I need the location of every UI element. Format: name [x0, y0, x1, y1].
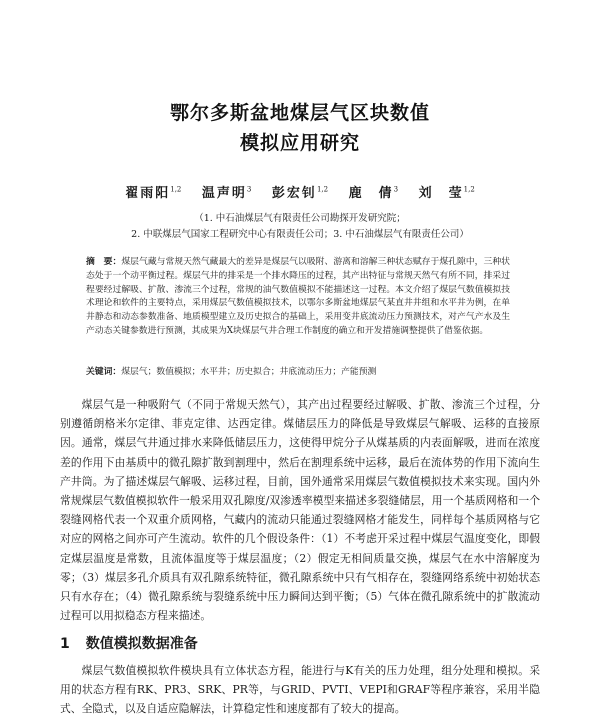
author-affil-sup: 3 [393, 185, 399, 194]
section1-paragraph: 煤层气数值模拟软件模块具有立体状态方程，能进行与K有关的压力处理，组分处理和模拟。采用的状态方程有RK、PR3、SRK、PR等，与GRID、PVTI、VEPI和GRAF等程序兼容，采用半隐式、全隐式，以及自适应隐解法，计算稳定性和速度都有了较大的提高。 [60, 664, 540, 715]
section-title: 数值模拟数据准备 [85, 636, 198, 652]
abstract-text: 煤层气藏与常规天然气藏最大的差异是煤层气以吸附、游离和溶解三种状态赋存于煤孔隙中，三种状态处于一个动平衡过程。煤层气井的排采是一个排水降压的过程，其产出特征与常规天然气有所不同，排采过程要经过解吸、扩散、渗流三个过程，常规的油气数值模拟不能描述这一过程。本文介绍了煤层气数值模拟技术理论和软件的主要特点，采用煤层气数值模拟技术，以鄂尔多斯盆地煤层气某直井井组和水平井为例，在单井静态和动态参数准备、地质模型建立及历史拟合的基础上，采用变井底流动压力预测技术，对产气产水及生产动态关键参数进行预测，其成果为X块煤层气井合理工作制度的确立和开发措施调整提供了借鉴依据。 [86, 257, 510, 336]
author-name: 温声明 [201, 186, 247, 201]
paper-title-line2: 模拟应用研究 [239, 132, 360, 154]
author-affil-sup: 1,2 [463, 185, 475, 194]
author-1 [125, 186, 181, 201]
author-affil-sup: 3 [246, 185, 252, 194]
keywords-text: 煤层气；数值模拟；水平井；历史拟合；井底流动压力；产能预测 [121, 367, 377, 377]
paper-title-line1: 鄂尔多斯盆地煤层气区块数值 [169, 102, 430, 124]
intro-paragraph: 煤层气是一种吸附气（不同于常规天然气），其产出过程要经过解吸、扩散、渗流三个过程，分别遵循朗格米尔定律、菲克定律、达西定律。煤储层压力的降低是导致煤层气解吸、运移的直接原因。通常，煤层气井通过排水来降低储层压力，这使得甲烷分子从煤基质的内表面解吸，进而在浓度差的作用下由基质中的微孔隙扩散到割理中，然后在割理系统中运移，最后在流体势的作用下流向生产井筒。为了描述煤层气解吸、运移过程，目前，国外通常采用煤层气数值模拟技术来实现。国内外常规煤层气数值模拟软件一般采用双孔隙度/双渗透率模型来描述多裂缝储层，用一个基质网格和一个裂缝网格代表一个双重介质网格，气藏内的流动只能通过裂缝网格才能发生，同样每个基质网格与它对应的网格之间亦可产生流动。软件的几个假设条件：（1）不考虑开采过程中煤层气温度变化，即假定煤层温度是常数，且流体温度等于煤层温度；（2）假定无相间质量交换，煤层气在水中溶解度为零；（3）煤层多孔介质具有双孔隙系统特征，微孔隙系统中只有气相存在，裂缝网络系统中初始状态只有水存在；（4）微孔隙系统与裂缝系统中压力瞬间达到平衡；（5）气体在微孔隙系统中的扩散流动过程可以用拟稳态方程来描述。 [60, 398, 540, 623]
abstract-label: 摘 要： [86, 257, 122, 267]
author-name: 翟雨阳 [125, 186, 171, 201]
section-heading [60, 633, 540, 653]
abstract [86, 256, 510, 339]
section-number: 1 [60, 636, 70, 652]
author-name: 刘 莹 [418, 186, 464, 201]
author-2 [202, 186, 251, 201]
affiliation-line1: （1. 中石油煤层气有限责任公司勘探开发研究院； [194, 213, 406, 224]
author-affil-sup: 1,2 [316, 185, 329, 194]
author-list [0, 182, 600, 201]
affiliation-line2: 2. 中联煤层气国家工程研究中心有限责任公司；3. 中石油煤层气有限责任公司） [131, 229, 469, 240]
keywords-label: 关键词： [86, 367, 122, 377]
author-name: 彭宏钊 [271, 186, 317, 201]
author-3 [272, 186, 328, 201]
author-name: 鹿 倩 [348, 186, 394, 201]
author-affil-sup: 1,2 [170, 185, 182, 194]
keywords [86, 366, 510, 379]
author-5 [419, 186, 475, 201]
author-4 [349, 186, 398, 201]
